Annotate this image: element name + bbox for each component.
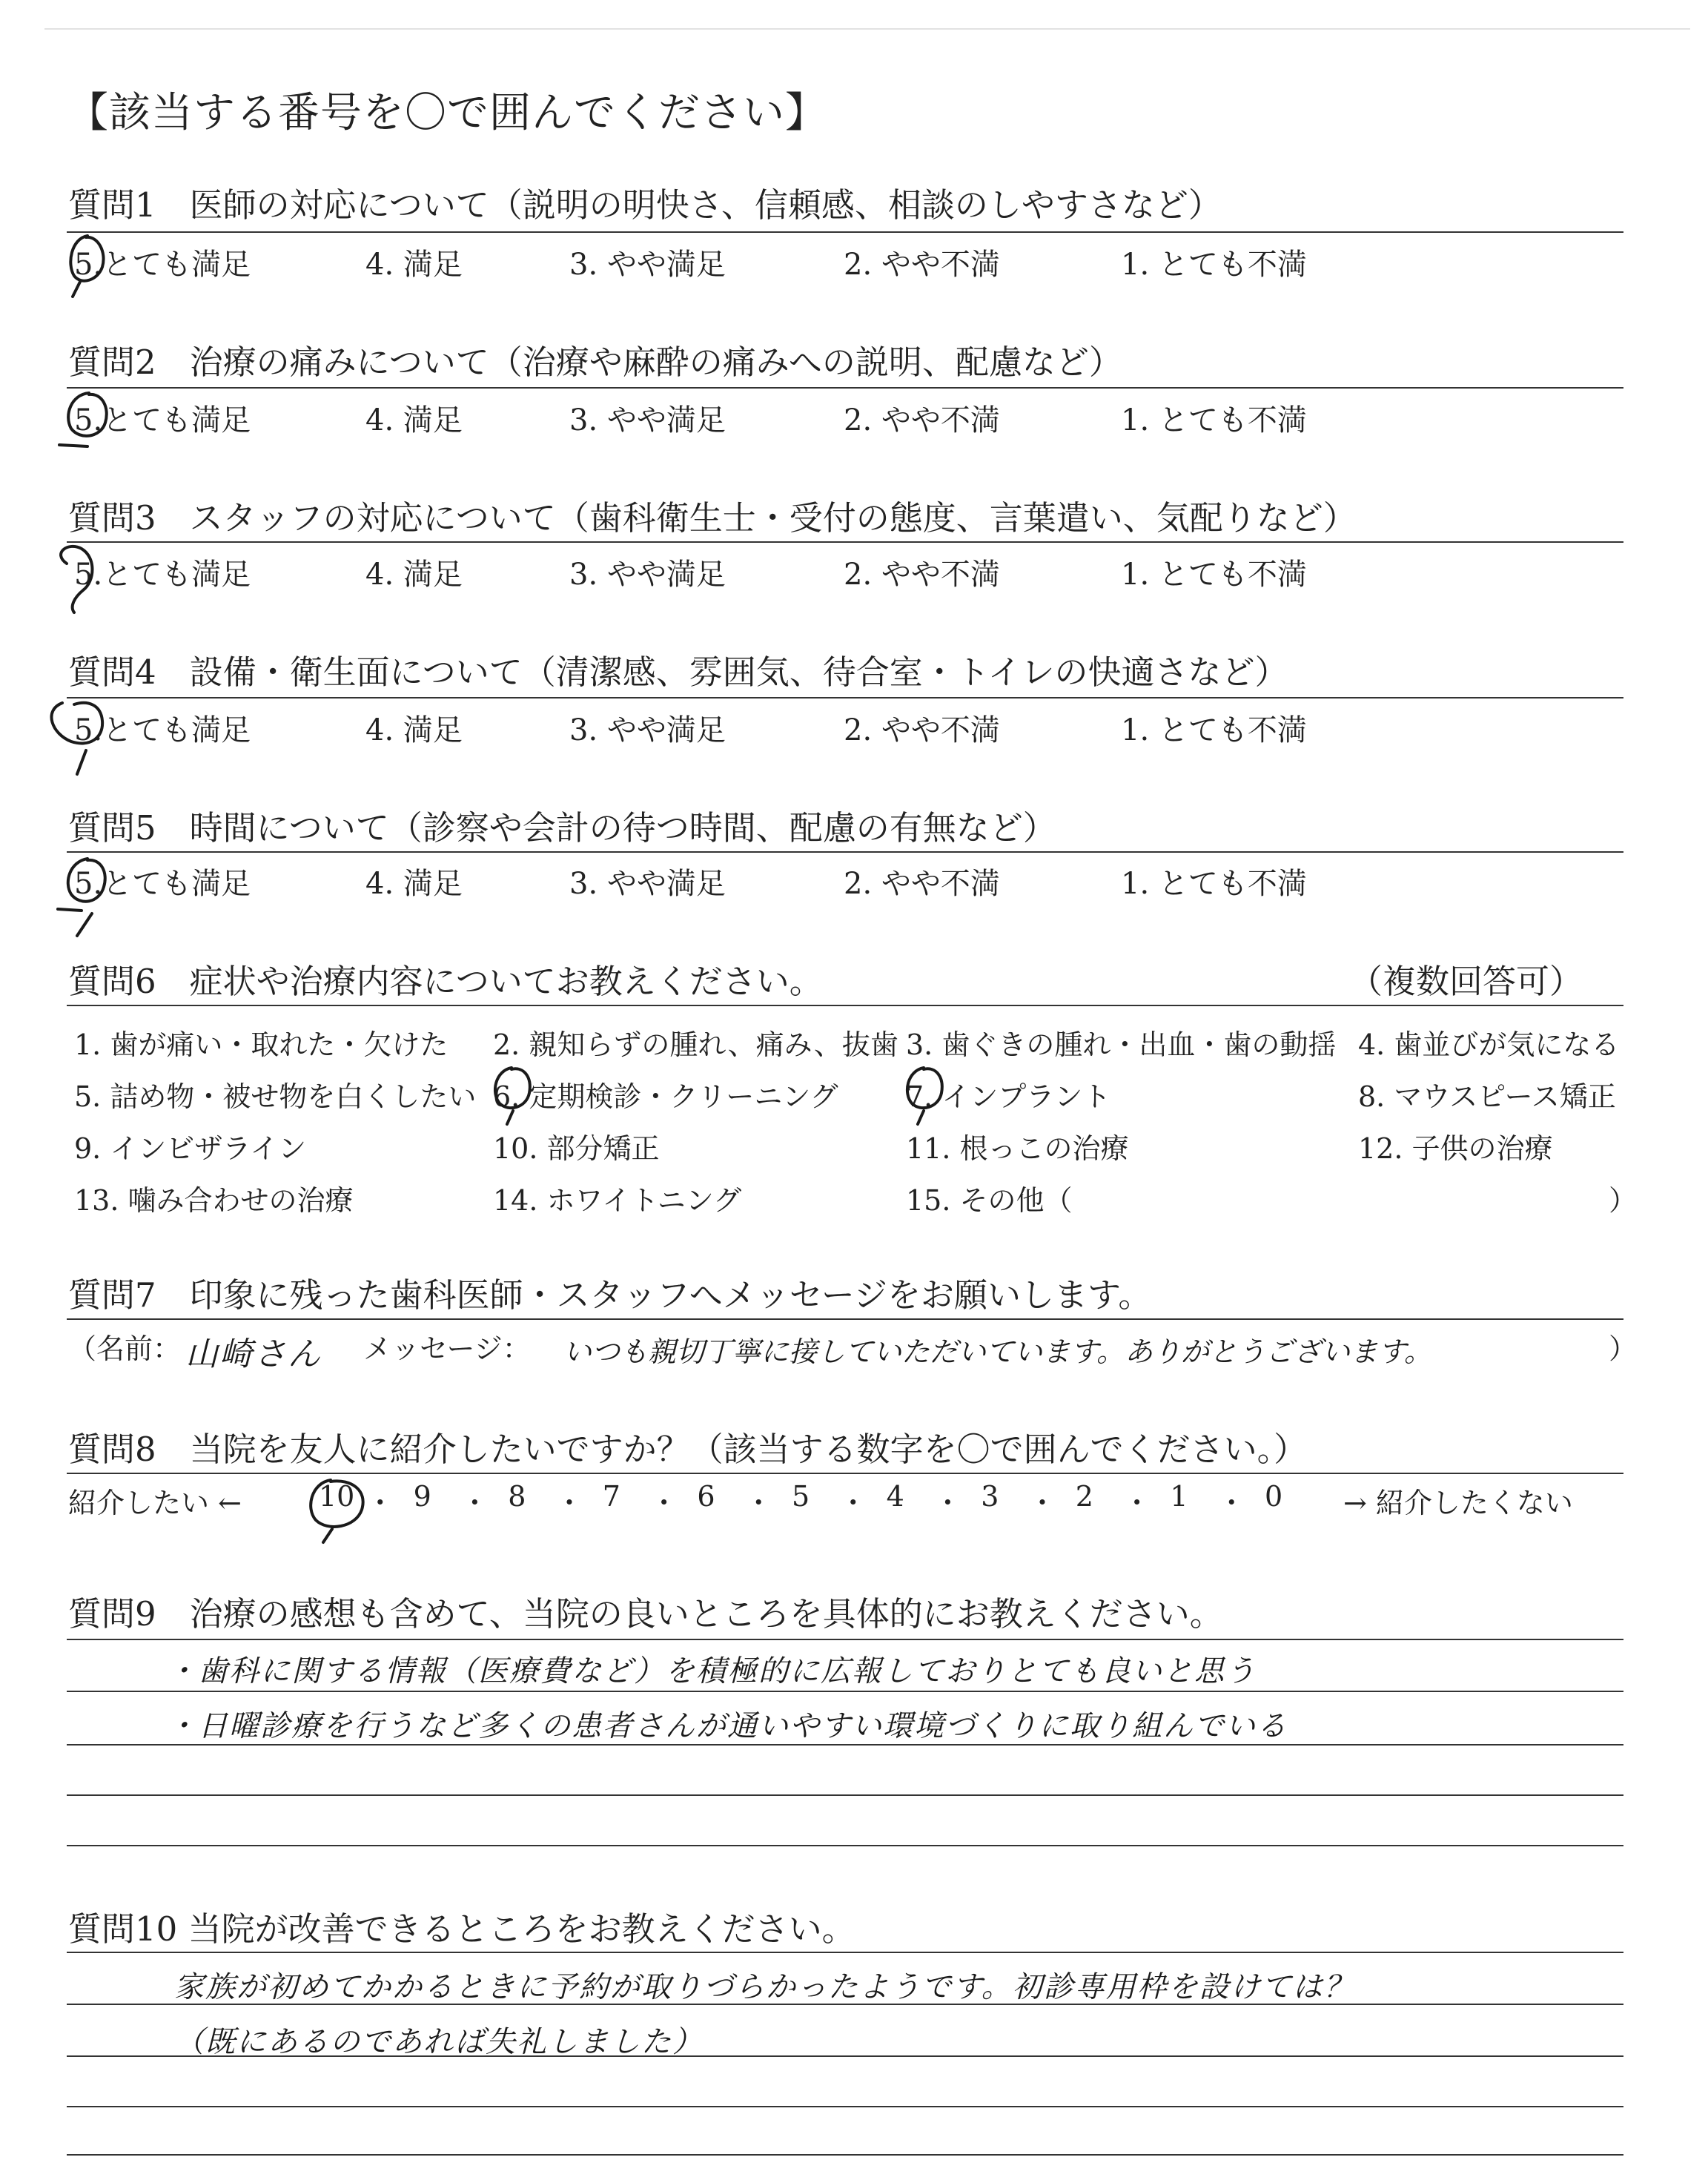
q6-option-10[interactable]: 10. 部分矯正 [493,1132,660,1165]
q8-scale-value[interactable]: 2 [1075,1480,1093,1513]
q1-option-2[interactable]: 2. やや不満 [844,248,1000,282]
q8-scale-separator: ・ [744,1487,773,1519]
q8-scale-separator: ・ [933,1487,962,1519]
q5-option-1[interactable]: 1. とても不満 [1121,867,1307,901]
q6-option-4[interactable]: 4. 歯並びが気になる [1358,1028,1620,1061]
question-10-title: 質問10 当院が改善できるところをお教えください。 [68,1909,855,1949]
q4-option-5[interactable]: 5.とても満足 [74,713,251,747]
q8-scale-value[interactable]: 1 [1170,1480,1188,1513]
q5-option-3[interactable]: 3. やや満足 [569,867,726,901]
q6-option-11[interactable]: 11. 根っこの治療 [906,1132,1129,1165]
q6-option-7-circle-mark [907,1068,942,1124]
page-heading: 【該当する番号を〇で囲んでください】 [67,89,827,137]
q5-answer-circle-mark [58,859,105,936]
q6-option-8[interactable]: 8. マウスピース矯正 [1358,1080,1616,1113]
q6-option-13[interactable]: 13. 噛み合わせの治療 [74,1184,354,1217]
q2-option-2[interactable]: 2. やや不満 [844,403,1000,437]
q3-answer-circle-mark [61,546,92,612]
q8-right-label: → 紹介したくない [1343,1487,1573,1519]
q8-scale-value[interactable]: 0 [1265,1480,1283,1513]
q3-option-5[interactable]: 5.とても満足 [74,558,251,592]
q10-answer-line-2[interactable]: （既にあるのであれば失礼しました） [174,2025,704,2059]
q6-option-1[interactable]: 1. 歯が痛い・取れた・欠けた [74,1028,448,1061]
q6-option-15[interactable]: 15. その他（ [906,1184,1073,1217]
q5-option-4[interactable]: 4. 満足 [365,867,463,901]
question-9-title: 質問9 治療の感想も含めて、当院の良いところを具体的にお教えください。 [68,1594,1223,1634]
q4-option-1[interactable]: 1. とても不満 [1121,713,1307,747]
q1-option-5[interactable]: 5.とても満足 [74,248,251,282]
q6-option-9[interactable]: 9. インビザライン [74,1132,307,1165]
q8-scale-value[interactable]: 5 [792,1480,810,1513]
question-6-title: 質問6 症状や治療内容についてお教えください。 [68,962,823,1001]
q6-option-2[interactable]: 2. 親知らずの腫れ、痛み、抜歯 [493,1028,898,1061]
q8-left-label: 紹介したい ← [68,1487,242,1519]
q2-option-5[interactable]: 5.とても満足 [74,403,251,437]
q1-option-1[interactable]: 1. とても不満 [1121,248,1307,282]
q4-option-2[interactable]: 2. やや不満 [844,713,1000,747]
question-1-title: 質問1 医師の対応について（説明の明快さ、信頼感、相談のしやすさなど） [68,185,1222,225]
q6-option-12[interactable]: 12. 子供の治療 [1358,1132,1553,1165]
q2-option-3[interactable]: 3. やや満足 [569,403,726,437]
q8-scale-value[interactable]: 10 [319,1480,355,1513]
q3-option-2[interactable]: 2. やや不満 [844,558,1000,592]
question-7-title: 質問7 印象に残った歯科医師・スタッフへメッセージをお願いします。 [68,1275,1152,1315]
q8-scale-separator: ・ [838,1487,867,1519]
q7-message-label: メッセージ： [363,1332,531,1365]
q1-option-4[interactable]: 4. 満足 [365,248,463,282]
q5-option-2[interactable]: 2. やや不満 [844,867,1000,901]
q4-option-4[interactable]: 4. 満足 [365,713,463,747]
q8-scale-value[interactable]: 3 [981,1480,999,1513]
q8-scale-separator: ・ [1122,1487,1151,1519]
question-3-title: 質問3 スタッフの対応について（歯科衛生士・受付の態度、言葉遣い、気配りなど） [68,498,1357,538]
q2-option-1[interactable]: 1. とても不満 [1121,403,1307,437]
q6-option-15-close: ） [1609,1184,1638,1217]
q7-message-handwritten[interactable]: いつも親切丁寧に接していただいています。ありがとうございます。 [563,1335,1432,1368]
q8-scale-separator: ・ [1028,1487,1057,1519]
q4-answer-circle-mark [51,703,102,774]
q8-scale-value[interactable]: 8 [508,1480,526,1513]
q4-option-3[interactable]: 3. やや満足 [569,713,726,747]
question-4-title: 質問4 設備・衛生面について（清潔感、雰囲気、待合室・トイレの快適さなど） [68,653,1288,692]
q6-option-5[interactable]: 5. 詰め物・被せ物を白くしたい [74,1080,477,1113]
q1-answer-circle-mark [70,236,103,297]
q2-answer-circle-mark [59,393,107,446]
q7-name-label: （名前： [68,1332,182,1365]
question-6-note: （複数回答可） [1349,962,1583,1001]
q7-name-handwritten[interactable]: 山崎さん [185,1335,322,1373]
q7-close-paren: ） [1609,1332,1638,1365]
q8-scale-value[interactable]: 7 [602,1480,620,1513]
q6-option-6-circle-mark [495,1068,530,1124]
q8-scale-value[interactable]: 4 [886,1480,904,1513]
q5-option-5[interactable]: 5.とても満足 [74,867,251,901]
q8-scale-separator: ・ [555,1487,584,1519]
q10-answer-line-1[interactable]: 家族が初めてかかるときに予約が取りづらかったようです。初診専用枠を設けては？ [174,1970,1355,2004]
question-5-title: 質問5 時間について（診察や会計の待つ時間、配慮の有無など） [68,808,1056,848]
q9-answer-line-1[interactable]: ・歯科に関する情報（医療費など）を積極的に広報しておりとても良いと思う [167,1654,1257,1688]
q3-option-3[interactable]: 3. やや満足 [569,558,726,592]
q6-option-3[interactable]: 3. 歯ぐきの腫れ・出血・歯の動揺 [906,1028,1337,1061]
q8-scale-separator: ・ [649,1487,678,1519]
q8-10-circle-mark [311,1480,363,1542]
q3-option-1[interactable]: 1. とても不満 [1121,558,1307,592]
question-8-title: 質問8 当院を友人に紹介したいですか？（該当する数字を〇で囲んでください。） [68,1430,1308,1469]
question-2-title: 質問2 治療の痛みについて（治療や麻酔の痛みへの説明、配慮など） [68,343,1122,382]
q6-option-6[interactable]: 6. 定期検診・クリーニング [493,1080,838,1113]
q8-scale-separator: ・ [1217,1487,1246,1519]
q3-option-4[interactable]: 4. 満足 [365,558,463,592]
q8-scale-separator: ・ [460,1487,489,1519]
q9-answer-line-2[interactable]: ・日曜診療を行うなど多くの患者さんが通いやすい環境づくりに取り組んでいる [167,1709,1288,1743]
q8-scale-value[interactable]: 9 [413,1480,431,1513]
q6-option-14[interactable]: 14. ホワイトニング [493,1184,742,1217]
q1-option-3[interactable]: 3. やや満足 [569,248,726,282]
q2-option-4[interactable]: 4. 満足 [365,403,463,437]
q8-scale-value[interactable]: 6 [697,1480,715,1513]
q6-option-7[interactable]: 7. インプラント [906,1080,1111,1113]
q8-scale-separator: ・ [365,1487,394,1519]
